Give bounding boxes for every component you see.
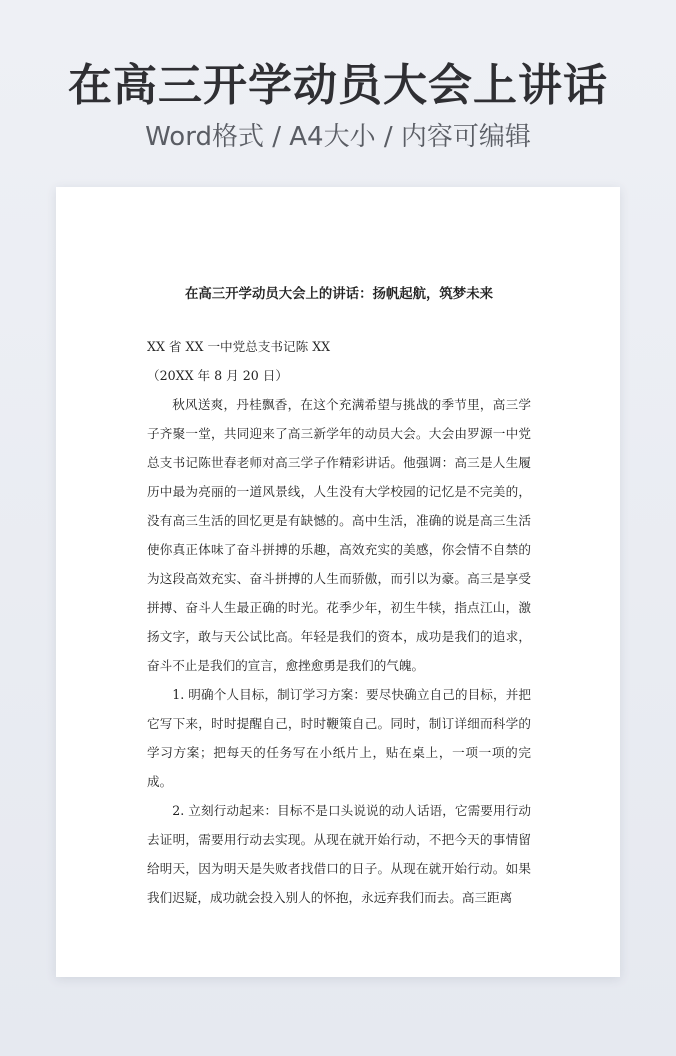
document-title: 在高三开学动员大会上的讲话：扬帆起航，筑梦未来 — [185, 286, 493, 302]
document-body — [147, 284, 531, 912]
paragraph-intro: 秋风送爽，丹桂飘香，在这个充满希望与挑战的季节里，高三学子齐聚一堂，共同迎来了高三新学年的动员大会。大会由罗源一中党总支书记陈世春老师对高三学子作精彩讲话。他强调：高三是人生履历中最为亮丽的一道风景线，人生没有大学校园的记忆是不完美的，没有高三生活的回忆更是有缺憾的。高中生活，准确的说是高三生活使你真正体味了奋斗拼搏的乐趣，高效充实的美感，你会情不自禁的为这段高效充实、奋斗拼搏的人生而骄傲，而引以为豪。高三是享受拼搏、奋斗人生最正确的时光。花季少年，初生牛犊，指点江山，激扬文字，敢与天公试比高。年轻是我们的资本，成功是我们的追求，奋斗不止是我们的宣言，愈挫愈勇是我们的气魄。 — [147, 397, 531, 673]
date-line: （20XX 年 8 月 20 日） — [147, 368, 288, 383]
paragraph-point-1: 1. 明确个人目标，制订学习方案：要尽快确立自己的目标，并把它写下来，时时提醒自己，时时鞭策自己。同时，制订详细而科学的学习方案；把每天的任务写在小纸片上，贴在桌上，一项一项的完成。 — [147, 687, 531, 789]
banner-subtitle: Word格式 / A4大小 / 内容可编辑 — [145, 122, 531, 152]
document-page — [56, 187, 620, 977]
banner-title: 在高三开学动员大会上讲话 — [68, 60, 608, 111]
author-line: XX 省 XX 一中党总支书记陈 XX — [147, 339, 331, 354]
paragraph-point-2: 2. 立刻行动起来：目标不是口头说说的动人话语，它需要用行动去证明，需要用行动去实现。从现在就开始行动，不把今天的事情留给明天，因为明天是失败者找借口的日子。从现在就开始行动。如果我们迟疑，成功就会投入别人的怀抱，永远弃我们而去。高三距离 — [147, 803, 531, 905]
